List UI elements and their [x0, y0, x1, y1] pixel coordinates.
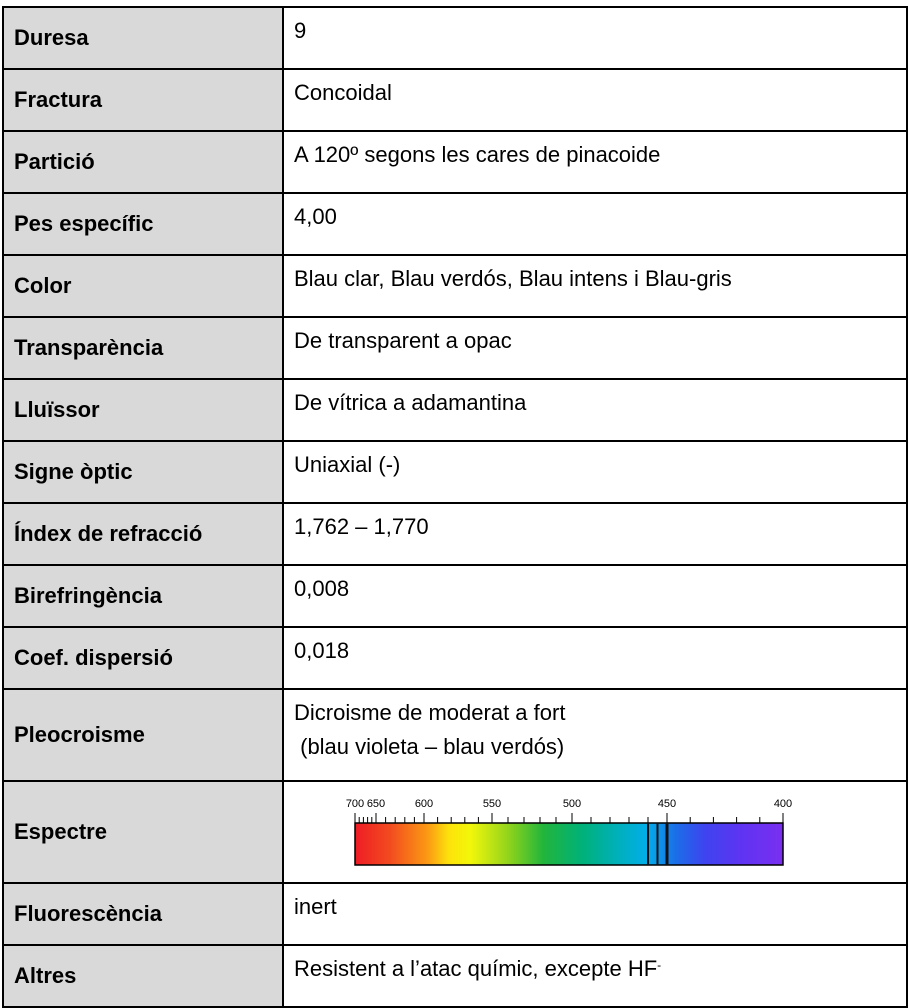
row-value: inert	[283, 883, 907, 945]
row-value: A 120º segons les cares de pinacoide	[283, 131, 907, 193]
row-value	[283, 945, 907, 1007]
row-transparencia	[3, 317, 907, 379]
row-label: Pleocroisme	[3, 689, 283, 781]
row-label: Espectre	[3, 781, 283, 883]
row-value: De transparent a opac	[283, 317, 907, 379]
row-value: Blau clar, Blau verdós, Blau intens i Blau-gris	[283, 255, 907, 317]
spectrum-tick-label: 450	[657, 798, 677, 810]
row-coef-dispersio	[3, 627, 907, 689]
row-fractura	[3, 69, 907, 131]
pleochroism-line-2: (blau violeta – blau verdós)	[294, 734, 565, 759]
spectrum-tick-label: 700	[345, 798, 365, 810]
row-label: Pes específic	[3, 193, 283, 255]
row-label: Fractura	[3, 69, 283, 131]
row-particio	[3, 131, 907, 193]
row-value: 0,018	[283, 627, 907, 689]
spectrum-tick-label: 500	[562, 798, 582, 810]
row-value: 0,008	[283, 565, 907, 627]
row-color	[3, 255, 907, 317]
spectrum-bar	[355, 823, 783, 865]
row-label: Signe òptic	[3, 441, 283, 503]
row-label: Índex de refracció	[3, 503, 283, 565]
row-value: 4,00	[283, 193, 907, 255]
spectrum-tick-label: 550	[482, 798, 502, 810]
row-label: Altres	[3, 945, 283, 1007]
row-label: Partició	[3, 131, 283, 193]
row-value: Uniaxial (-)	[283, 441, 907, 503]
spectrum-tick-label: 650	[366, 798, 386, 810]
row-signe-optic	[3, 441, 907, 503]
spectrum-tick-label: 400	[773, 798, 793, 810]
row-duresa	[3, 7, 907, 69]
row-value	[283, 689, 907, 781]
properties-table	[2, 6, 908, 1008]
row-birefringencia	[3, 565, 907, 627]
row-fluorescencia	[3, 883, 907, 945]
row-label: Color	[3, 255, 283, 317]
others-superscript: -	[657, 958, 662, 972]
row-lluissor	[3, 379, 907, 441]
row-espectre	[3, 781, 907, 883]
spectrum-diagram	[284, 783, 904, 881]
row-value: 1,762 – 1,770	[283, 503, 907, 565]
row-label: Birefringència	[3, 565, 283, 627]
spectrum-tick-label: 600	[414, 798, 434, 810]
row-pleocroisme	[3, 689, 907, 781]
row-label: Coef. dispersió	[3, 627, 283, 689]
row-index-refraccio	[3, 503, 907, 565]
others-text: Resistent a l’atac químic, excepte HF	[294, 956, 658, 981]
row-label: Fluorescència	[3, 883, 283, 945]
pleochroism-line-1: Dicroisme de moderat a fort	[294, 700, 566, 725]
row-pes-especific	[3, 193, 907, 255]
row-value: Concoidal	[283, 69, 907, 131]
row-value: 9	[283, 7, 907, 69]
row-label: Duresa	[3, 7, 283, 69]
row-label: Transparència	[3, 317, 283, 379]
spectrum-cell	[283, 781, 907, 883]
row-label: Lluïssor	[3, 379, 283, 441]
row-altres	[3, 945, 907, 1007]
row-value: De vítrica a adamantina	[283, 379, 907, 441]
